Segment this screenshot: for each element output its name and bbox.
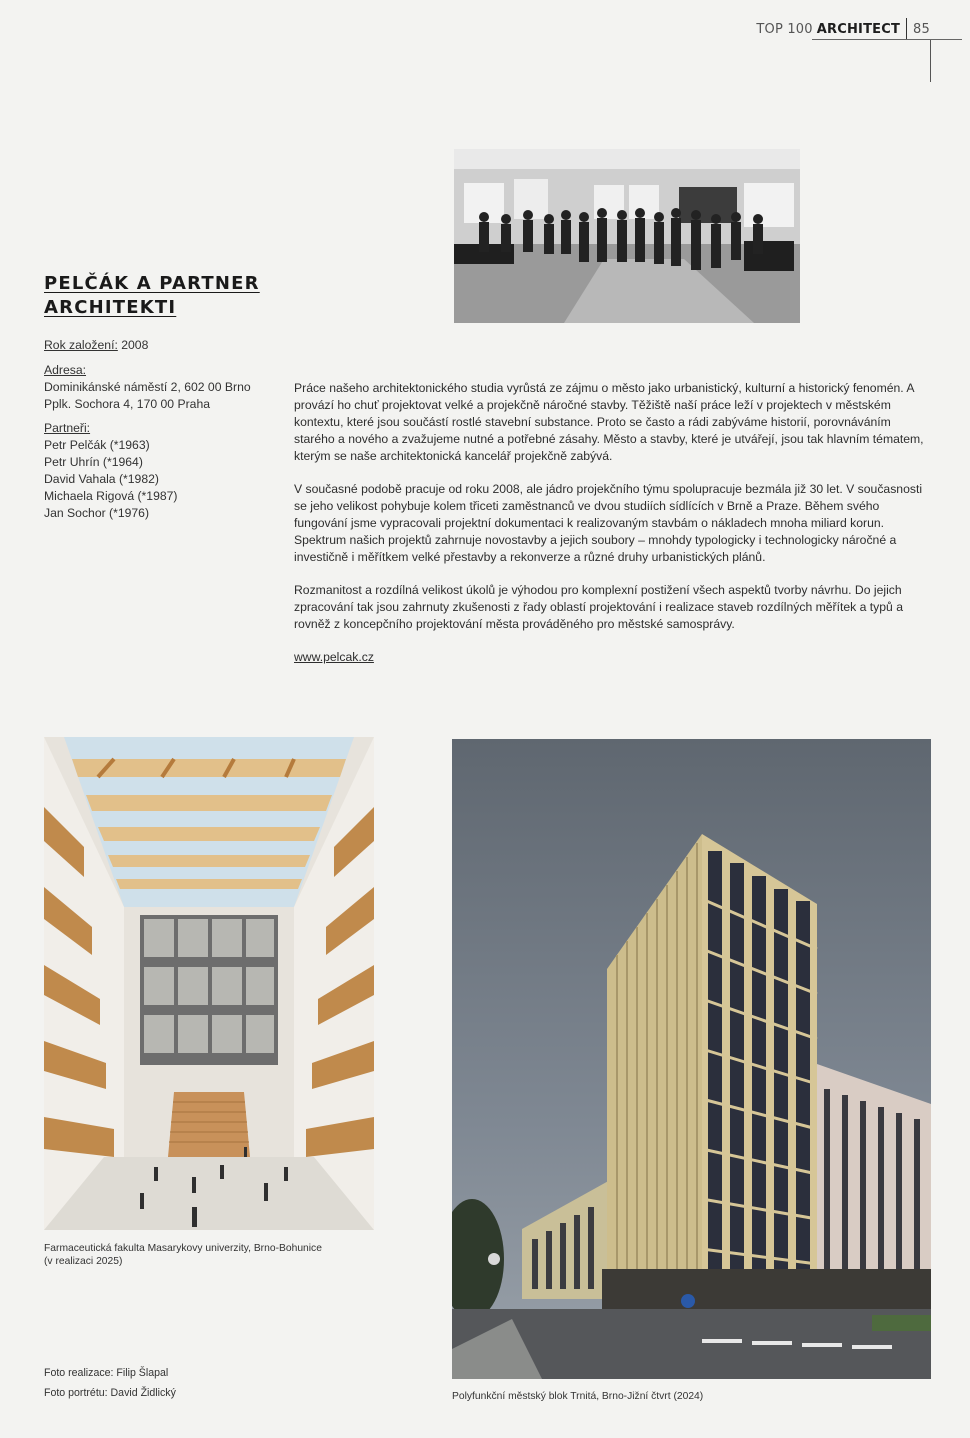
tower-photo-image bbox=[452, 739, 931, 1379]
partners-label: Partneři: bbox=[44, 421, 91, 435]
address-line: Pplk. Sochora 4, 170 00 Praha bbox=[44, 397, 210, 411]
credit-realization: Foto realizace: Filip Šlapal bbox=[44, 1367, 169, 1379]
founded-value: 2008 bbox=[117, 338, 149, 352]
partner-name: Jan Sochor (*1976) bbox=[44, 506, 150, 520]
atrium-render-image bbox=[44, 737, 374, 1230]
body-paragraph: Rozmanitost a rozdílná velikost úkolů je výhodou pro komplexní postižení všech aspektů tvorby návrhu. Do jejich zpracování tak jsou zahrnuty zkušenosti z řady oblastí projektování i realizace staveb rozdílných měřítek a typů a rovněž z koncepčního projektování města prováděného pro městské samosprávy. bbox=[294, 583, 904, 631]
header-series: TOP 100 bbox=[756, 21, 813, 37]
header-magazine: ARCHITECT bbox=[816, 21, 901, 37]
tower-caption: Polyfunkční městský blok Trnitá, Brno-Jižní čtvrt (2024) bbox=[452, 1391, 704, 1402]
team-portrait-photo bbox=[454, 149, 800, 323]
header-divider bbox=[906, 18, 907, 40]
address-line: Dominikánské náměstí 2, 602 00 Brno bbox=[44, 380, 251, 394]
studio-title-line-1: PELČÁK A PARTNER bbox=[44, 273, 260, 294]
studio-title-line-2: ARCHITEKTI bbox=[44, 297, 177, 318]
atrium-caption-line-1: Farmaceutická fakulta Masarykovy univerzity, Brno-Bohunice bbox=[44, 1243, 322, 1254]
running-header bbox=[756, 18, 930, 40]
atrium-caption bbox=[44, 1242, 322, 1268]
credit-portrait: Foto portrétu: David Židlický bbox=[44, 1387, 176, 1399]
header-vertical-rule bbox=[930, 40, 931, 82]
studio-title bbox=[44, 272, 260, 320]
partner-name: Petr Uhrín (*1964) bbox=[44, 455, 143, 469]
header-rule bbox=[812, 39, 962, 40]
address-block bbox=[44, 362, 274, 413]
article-body bbox=[294, 380, 934, 682]
body-paragraph: Práce našeho architektonického studia vyrůstá ze zájmu o město jako urbanistický, kulturní a historický fenomén. A provází ho chuť projektovat velké a projekčně náročné stavby. Těžiště naší práce leží v projektech v městském kontextu, které jsou součástí rostlé stavební substance. Proto se často a rádi zabýváme historií, porovnáváním starého a nového a zvažujeme nutné a potřebné zásahy. Město a stavby, které je utvářejí, jsou tak hlavním tématem, kterým se naše architektonická kancelář projekčně zabývá. bbox=[294, 381, 924, 463]
body-paragraph: V současné podobě pracuje od roku 2008, ale jádro projekčního týmu spolupracuje bezmála již 30 let. V současnosti se jeho velikost pohybuje kolem třiceti zaměstnanců ve dvou studiích sídlících v Brně a Praze. Během svého fungování jsme vypracovali projektní dokumentaci k realizovaným stavbám o nákladech mnoha miliard korun. Spektrum našich projektů zahrnuje novostavby a jejich soubory – mnohdy typologicky i technologicky náročné a investičně i měřítkem velké přestavby a rekonverze a různé druhy urbanistických plánů. bbox=[294, 482, 923, 564]
founded-label: Rok založení: bbox=[44, 338, 118, 352]
partner-name: Petr Pelčák (*1963) bbox=[44, 438, 150, 452]
atrium-caption-line-2: (v realizaci 2025) bbox=[44, 1256, 123, 1267]
address-label: Adresa: bbox=[44, 363, 87, 377]
page-number: 85 bbox=[913, 21, 930, 37]
partner-name: Michaela Rigová (*1987) bbox=[44, 489, 178, 503]
founded-block bbox=[44, 337, 274, 354]
atrium-illustration bbox=[44, 737, 374, 1230]
website-link[interactable]: www.pelcak.cz bbox=[294, 650, 374, 664]
tower-illustration bbox=[452, 739, 931, 1379]
team-portrait-illustration bbox=[454, 149, 800, 323]
partners-block bbox=[44, 420, 274, 522]
partner-name: David Vahala (*1982) bbox=[44, 472, 159, 486]
